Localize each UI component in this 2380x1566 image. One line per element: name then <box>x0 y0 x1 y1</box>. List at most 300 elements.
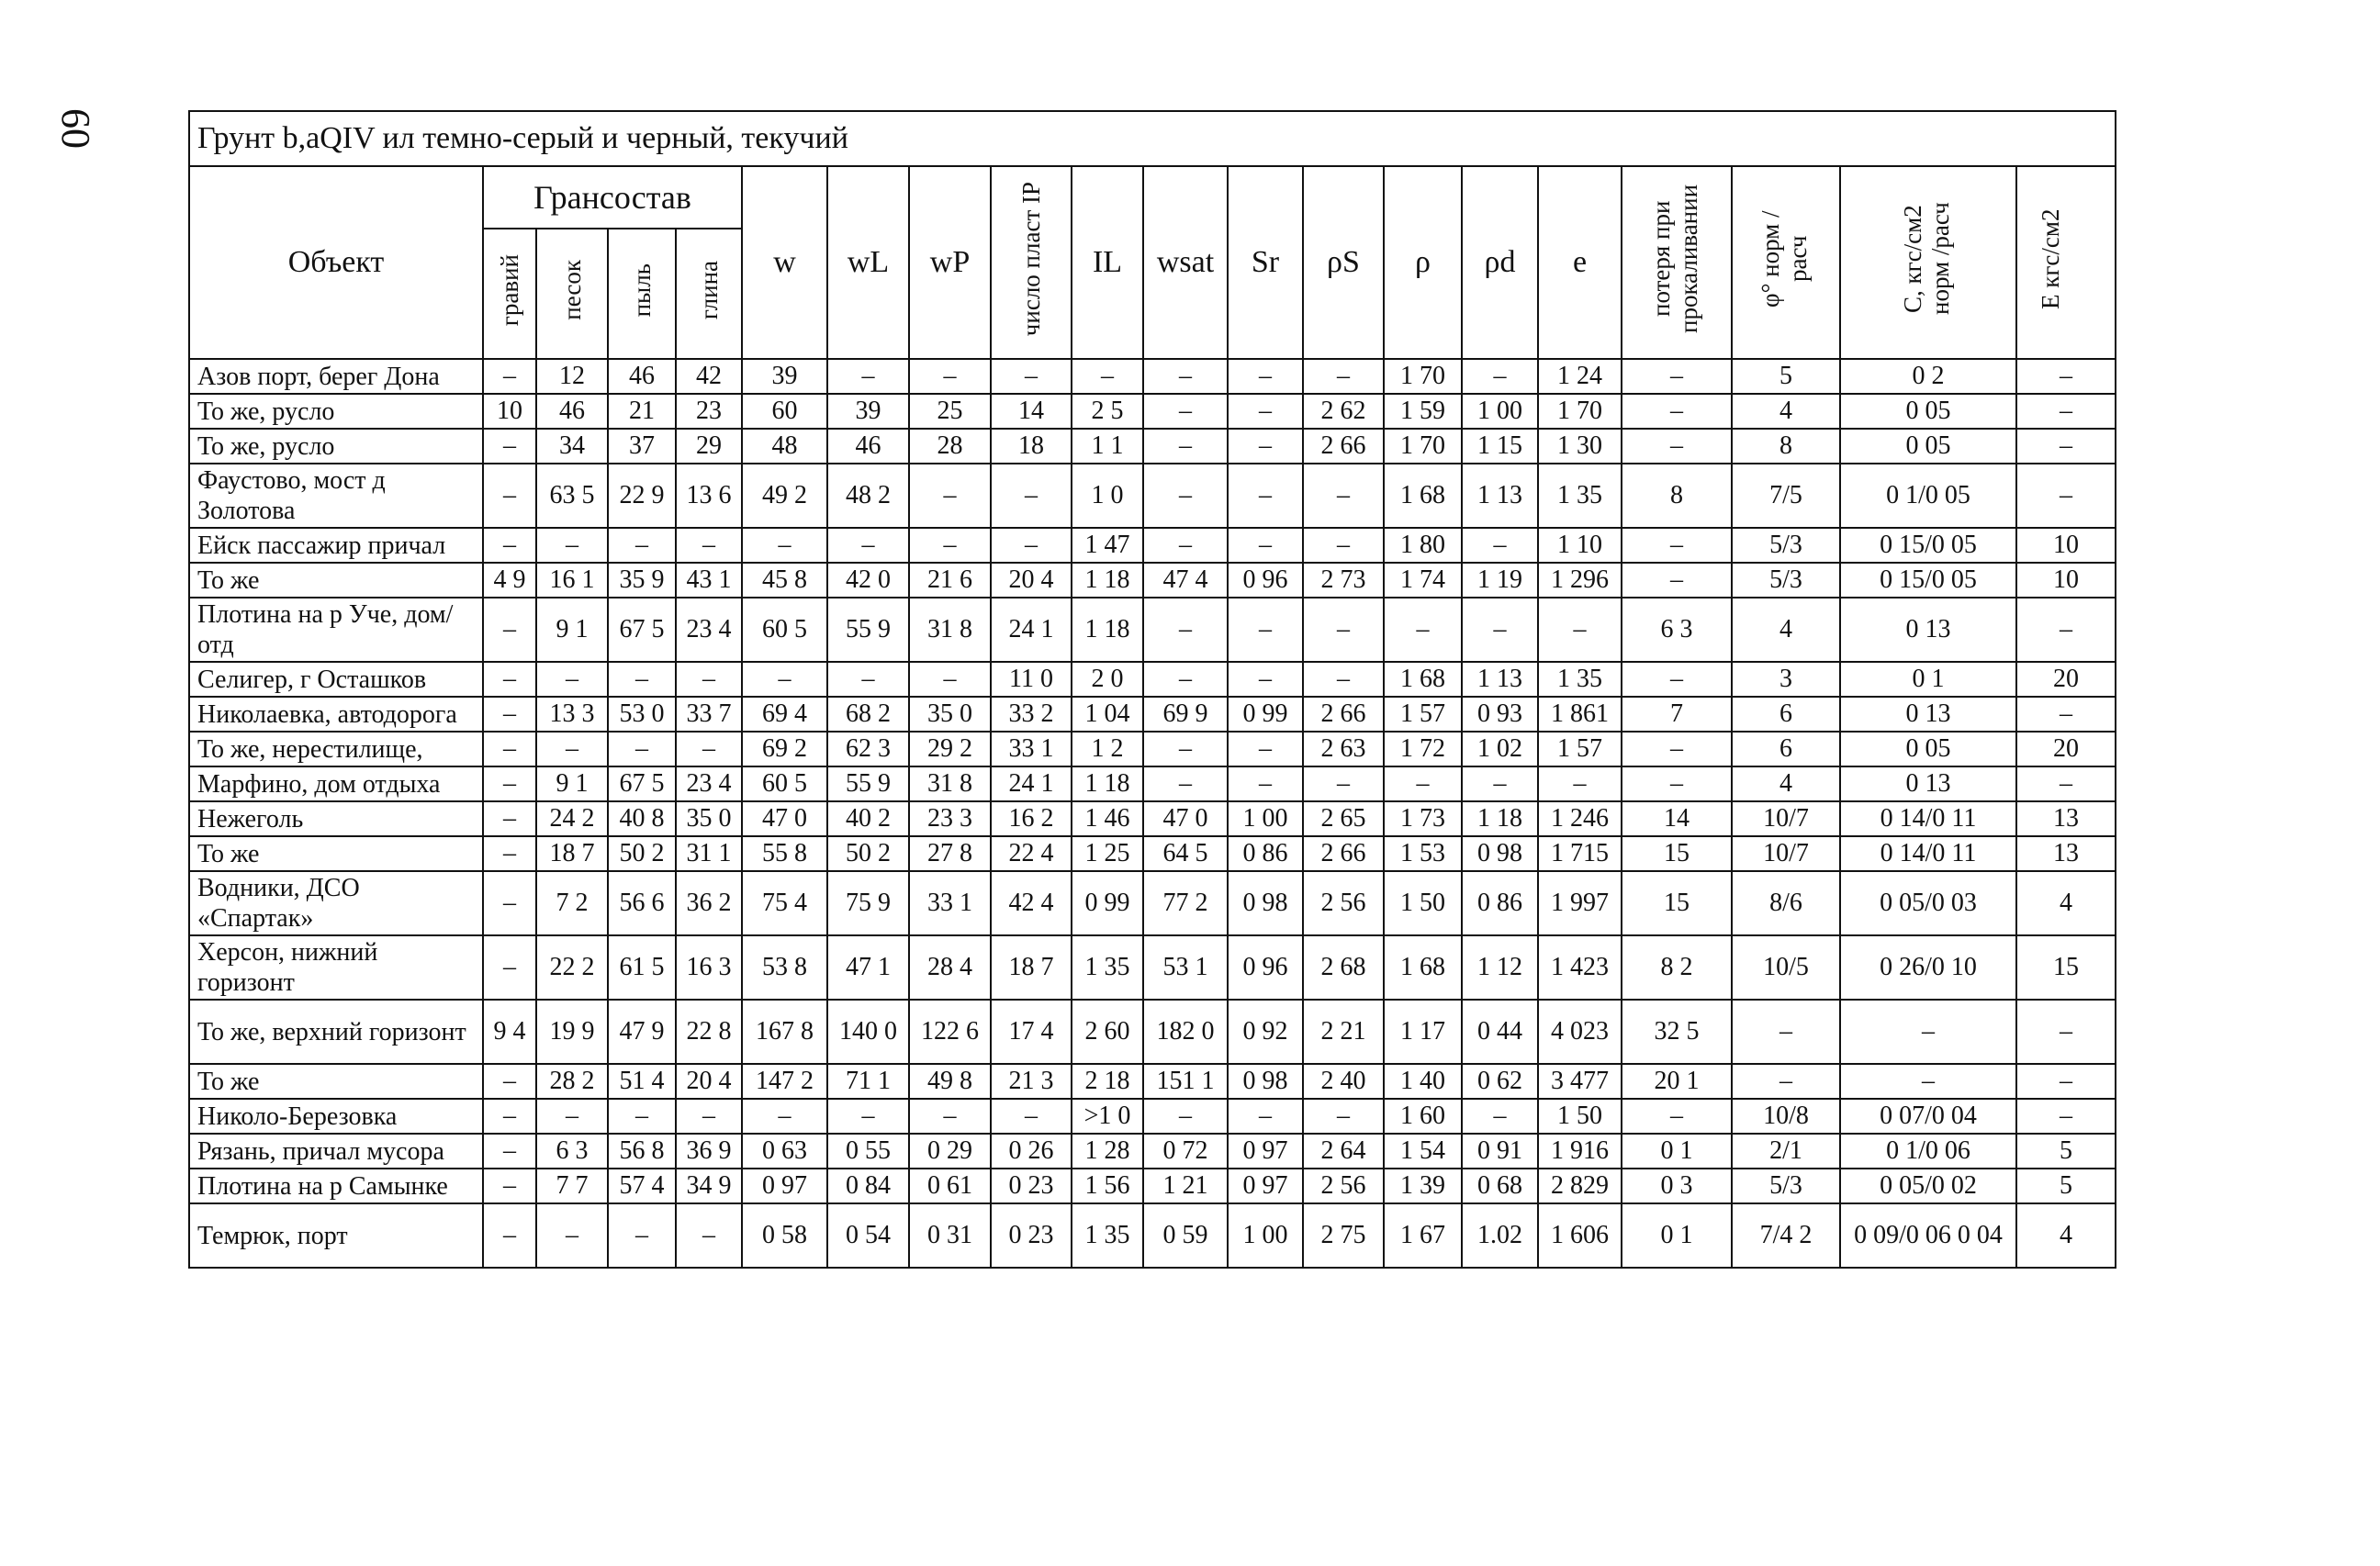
cell-sr: 0 99 <box>1228 697 1303 732</box>
cell-phi: 3 <box>1732 662 1840 697</box>
cell-rhod: 1 18 <box>1462 801 1538 836</box>
cell-wl: 48 2 <box>827 464 909 528</box>
cell-sr: 0 96 <box>1228 563 1303 598</box>
cell-wp: 27 8 <box>909 836 991 871</box>
table-row <box>189 732 2116 766</box>
cell-phi: 10/7 <box>1732 801 1840 836</box>
cell-silt: – <box>608 732 676 766</box>
cell-e: 1 10 <box>1538 528 1622 563</box>
cell-emod: 20 <box>2016 662 2116 697</box>
cell-w: – <box>742 662 827 697</box>
table-row <box>189 1000 2116 1064</box>
cell-clay: 23 4 <box>676 766 742 801</box>
cell-w: 60 <box>742 394 827 429</box>
cell-il: 1 2 <box>1072 732 1143 766</box>
cell-rhos: – <box>1303 528 1384 563</box>
cell-ip: 24 1 <box>991 766 1072 801</box>
cell-object: Марфино, дом отдыха <box>189 766 483 801</box>
table-row <box>189 528 2116 563</box>
cell-sr: 0 96 <box>1228 935 1303 1000</box>
cell-gravel: 9 4 <box>483 1000 536 1064</box>
cell-clay: 16 3 <box>676 935 742 1000</box>
cell-loss: 15 <box>1622 836 1732 871</box>
cell-wp: – <box>909 528 991 563</box>
cell-e: 1 35 <box>1538 464 1622 528</box>
table-body <box>189 359 2116 1268</box>
cell-rho: 1 17 <box>1384 1000 1462 1064</box>
cell-phi: 7/4 2 <box>1732 1203 1840 1268</box>
header-w: w <box>742 166 827 359</box>
cell-loss: – <box>1622 429 1732 464</box>
cell-rhod: 1 13 <box>1462 464 1538 528</box>
cell-ip: 16 2 <box>991 801 1072 836</box>
cell-silt: 61 5 <box>608 935 676 1000</box>
table-row <box>189 563 2116 598</box>
cell-object: Рязань, причал мусора <box>189 1134 483 1169</box>
cell-rhos: 2 68 <box>1303 935 1384 1000</box>
cell-rhod: – <box>1462 359 1538 394</box>
cell-sr: – <box>1228 598 1303 662</box>
cell-il: 1 04 <box>1072 697 1143 732</box>
cell-silt: 57 4 <box>608 1169 676 1203</box>
cell-wl: 39 <box>827 394 909 429</box>
cell-wl: 68 2 <box>827 697 909 732</box>
cell-rho: 1 60 <box>1384 1099 1462 1134</box>
cell-rho: – <box>1384 598 1462 662</box>
cell-ip: 0 23 <box>991 1203 1072 1268</box>
cell-loss: 14 <box>1622 801 1732 836</box>
cell-wp: – <box>909 1099 991 1134</box>
cell-wp: – <box>909 662 991 697</box>
header-il: IL <box>1072 166 1143 359</box>
cell-rhos: 2 64 <box>1303 1134 1384 1169</box>
cell-ip: 17 4 <box>991 1000 1072 1064</box>
cell-clay: 34 9 <box>676 1169 742 1203</box>
cell-loss: – <box>1622 528 1732 563</box>
cell-c: 0 1 <box>1840 662 2016 697</box>
cell-rho: 1 80 <box>1384 528 1462 563</box>
header-phi: φ° норм /расч <box>1732 166 1840 359</box>
cell-rhod: – <box>1462 1099 1538 1134</box>
cell-loss: – <box>1622 563 1732 598</box>
cell-w: – <box>742 1099 827 1134</box>
cell-rhod: 1.02 <box>1462 1203 1538 1268</box>
cell-il: 1 35 <box>1072 1203 1143 1268</box>
cell-loss: 8 2 <box>1622 935 1732 1000</box>
table-row <box>189 1203 2116 1268</box>
cell-rhod: 0 44 <box>1462 1000 1538 1064</box>
cell-il: 2 5 <box>1072 394 1143 429</box>
cell-wp: 23 3 <box>909 801 991 836</box>
cell-rhod: 0 68 <box>1462 1169 1538 1203</box>
cell-object: То же, верхний горизонт <box>189 1000 483 1064</box>
cell-loss: – <box>1622 359 1732 394</box>
cell-rhod: 1 19 <box>1462 563 1538 598</box>
cell-sr: 0 98 <box>1228 871 1303 935</box>
cell-c: 0 05 <box>1840 429 2016 464</box>
cell-wp: 31 8 <box>909 766 991 801</box>
cell-clay: – <box>676 732 742 766</box>
cell-object: Фаустово, мост д Золотова <box>189 464 483 528</box>
cell-rhod: – <box>1462 766 1538 801</box>
cell-wp: – <box>909 359 991 394</box>
cell-rhos: 2 56 <box>1303 1169 1384 1203</box>
cell-phi: 6 <box>1732 697 1840 732</box>
cell-sand: 13 3 <box>536 697 608 732</box>
cell-emod: – <box>2016 1000 2116 1064</box>
cell-wsat: 77 2 <box>1143 871 1228 935</box>
cell-w: 0 97 <box>742 1169 827 1203</box>
cell-object: То же <box>189 563 483 598</box>
cell-silt: 67 5 <box>608 598 676 662</box>
cell-loss: 7 <box>1622 697 1732 732</box>
cell-w: 39 <box>742 359 827 394</box>
cell-wp: 28 4 <box>909 935 991 1000</box>
cell-silt: – <box>608 1099 676 1134</box>
cell-il: 1 18 <box>1072 766 1143 801</box>
cell-e: 4 023 <box>1538 1000 1622 1064</box>
cell-silt: 22 9 <box>608 464 676 528</box>
cell-clay: 31 1 <box>676 836 742 871</box>
cell-object: Азов порт, берег Дона <box>189 359 483 394</box>
cell-rhod: 0 86 <box>1462 871 1538 935</box>
table-row <box>189 801 2116 836</box>
cell-gravel: – <box>483 1099 536 1134</box>
cell-object: Селигер, г Осташков <box>189 662 483 697</box>
cell-sand: 18 7 <box>536 836 608 871</box>
cell-wsat: – <box>1143 464 1228 528</box>
cell-wp: 28 <box>909 429 991 464</box>
cell-ip: 20 4 <box>991 563 1072 598</box>
cell-rhos: 2 75 <box>1303 1203 1384 1268</box>
cell-rho: 1 73 <box>1384 801 1462 836</box>
cell-sand: 28 2 <box>536 1064 608 1099</box>
cell-sand: 7 7 <box>536 1169 608 1203</box>
cell-e: – <box>1538 598 1622 662</box>
cell-wsat: 53 1 <box>1143 935 1228 1000</box>
cell-phi: 6 <box>1732 732 1840 766</box>
cell-wsat: – <box>1143 766 1228 801</box>
cell-sand: 12 <box>536 359 608 394</box>
cell-object: Николо-Березовка <box>189 1099 483 1134</box>
cell-rhos: 2 66 <box>1303 697 1384 732</box>
cell-wsat: 182 0 <box>1143 1000 1228 1064</box>
cell-phi: 10/5 <box>1732 935 1840 1000</box>
cell-w: 0 63 <box>742 1134 827 1169</box>
cell-clay: 36 9 <box>676 1134 742 1169</box>
cell-il: 1 1 <box>1072 429 1143 464</box>
cell-loss: 0 1 <box>1622 1203 1732 1268</box>
table-row <box>189 697 2116 732</box>
header-e: e <box>1538 166 1622 359</box>
cell-il: 1 56 <box>1072 1169 1143 1203</box>
cell-emod: 13 <box>2016 801 2116 836</box>
cell-ip: 33 1 <box>991 732 1072 766</box>
cell-e: 1 50 <box>1538 1099 1622 1134</box>
cell-silt: 46 <box>608 359 676 394</box>
cell-e: 1 715 <box>1538 836 1622 871</box>
cell-rho: 1 68 <box>1384 935 1462 1000</box>
cell-wl: 42 0 <box>827 563 909 598</box>
cell-rhod: 1 13 <box>1462 662 1538 697</box>
cell-sand: 63 5 <box>536 464 608 528</box>
cell-phi: 4 <box>1732 394 1840 429</box>
cell-sand: 9 1 <box>536 766 608 801</box>
cell-sr: 0 86 <box>1228 836 1303 871</box>
cell-sand: – <box>536 662 608 697</box>
cell-rhod: 1 12 <box>1462 935 1538 1000</box>
cell-rhos: 2 66 <box>1303 836 1384 871</box>
cell-wp: 0 29 <box>909 1134 991 1169</box>
cell-rhos: – <box>1303 1099 1384 1134</box>
cell-clay: – <box>676 1099 742 1134</box>
cell-w: 0 58 <box>742 1203 827 1268</box>
cell-silt: 47 9 <box>608 1000 676 1064</box>
cell-rhod: 1 02 <box>1462 732 1538 766</box>
cell-c: 0 13 <box>1840 598 2016 662</box>
cell-wl: 0 54 <box>827 1203 909 1268</box>
cell-rhos: 2 63 <box>1303 732 1384 766</box>
header-wl: wL <box>827 166 909 359</box>
cell-e: 2 829 <box>1538 1169 1622 1203</box>
cell-silt: 40 8 <box>608 801 676 836</box>
cell-wp: 122 6 <box>909 1000 991 1064</box>
cell-object: Ейск пассажир причал <box>189 528 483 563</box>
cell-silt: 35 9 <box>608 563 676 598</box>
cell-object: Николаевка, автодорога <box>189 697 483 732</box>
table-row <box>189 1099 2116 1134</box>
cell-phi: 8 <box>1732 429 1840 464</box>
cell-object: То же, нерестилище, <box>189 732 483 766</box>
table-row <box>189 394 2116 429</box>
cell-wl: – <box>827 528 909 563</box>
cell-gravel: – <box>483 359 536 394</box>
cell-silt: – <box>608 662 676 697</box>
header-ip: число пласт IP <box>991 166 1072 359</box>
cell-wsat: 0 72 <box>1143 1134 1228 1169</box>
cell-wp: 33 1 <box>909 871 991 935</box>
cell-rho: 1 53 <box>1384 836 1462 871</box>
cell-w: 60 5 <box>742 598 827 662</box>
cell-sr: 1 00 <box>1228 1203 1303 1268</box>
cell-sand: 19 9 <box>536 1000 608 1064</box>
cell-c: 0 05 <box>1840 394 2016 429</box>
cell-rho: – <box>1384 766 1462 801</box>
cell-c: 0 14/0 11 <box>1840 801 2016 836</box>
cell-w: 49 2 <box>742 464 827 528</box>
cell-object: Водники, ДСО «Спартак» <box>189 871 483 935</box>
cell-object: Плотина на р Уче, дом/отд <box>189 598 483 662</box>
cell-sr: – <box>1228 429 1303 464</box>
cell-wp: 35 0 <box>909 697 991 732</box>
cell-sand: 22 2 <box>536 935 608 1000</box>
cell-rhos: 2 40 <box>1303 1064 1384 1099</box>
header-wp: wP <box>909 166 991 359</box>
cell-sr: 0 97 <box>1228 1169 1303 1203</box>
cell-c: 0 1/0 05 <box>1840 464 2016 528</box>
cell-wp: 21 6 <box>909 563 991 598</box>
cell-rhos: 2 73 <box>1303 563 1384 598</box>
cell-il: 1 18 <box>1072 598 1143 662</box>
cell-w: 69 4 <box>742 697 827 732</box>
cell-e: 1 35 <box>1538 662 1622 697</box>
table-row <box>189 1064 2116 1099</box>
header-clay: глина <box>676 229 742 359</box>
cell-emod: 5 <box>2016 1134 2116 1169</box>
table-title: Грунт b,aQIV ил темно-серый и черный, текучий <box>189 111 2116 166</box>
cell-c: 0 1/0 06 <box>1840 1134 2016 1169</box>
cell-wsat: 47 4 <box>1143 563 1228 598</box>
header-object: Объект <box>189 166 483 359</box>
cell-e: 1 606 <box>1538 1203 1622 1268</box>
cell-sr: – <box>1228 662 1303 697</box>
cell-sand: 9 1 <box>536 598 608 662</box>
cell-wl: 0 84 <box>827 1169 909 1203</box>
cell-il: 2 18 <box>1072 1064 1143 1099</box>
cell-emod: 4 <box>2016 1203 2116 1268</box>
cell-e: 1 30 <box>1538 429 1622 464</box>
cell-rhod: 0 93 <box>1462 697 1538 732</box>
cell-sr: – <box>1228 394 1303 429</box>
cell-ip: 33 2 <box>991 697 1072 732</box>
cell-wl: 40 2 <box>827 801 909 836</box>
cell-wsat: – <box>1143 662 1228 697</box>
cell-e: 3 477 <box>1538 1064 1622 1099</box>
cell-gravel: – <box>483 697 536 732</box>
cell-emod: 13 <box>2016 836 2116 871</box>
cell-w: 75 4 <box>742 871 827 935</box>
cell-rhod: 0 91 <box>1462 1134 1538 1169</box>
cell-c: 0 13 <box>1840 766 2016 801</box>
cell-ip: – <box>991 464 1072 528</box>
cell-emod: 20 <box>2016 732 2116 766</box>
cell-wsat: – <box>1143 598 1228 662</box>
table-row <box>189 464 2116 528</box>
cell-rhos: – <box>1303 359 1384 394</box>
table-row <box>189 1169 2116 1203</box>
cell-silt: 21 <box>608 394 676 429</box>
cell-gravel: – <box>483 662 536 697</box>
cell-sr: 0 98 <box>1228 1064 1303 1099</box>
cell-clay: 22 8 <box>676 1000 742 1064</box>
cell-c: 0 2 <box>1840 359 2016 394</box>
cell-gravel: – <box>483 871 536 935</box>
cell-sr: 0 97 <box>1228 1134 1303 1169</box>
cell-wl: – <box>827 662 909 697</box>
cell-wp: 0 31 <box>909 1203 991 1268</box>
cell-wl: 50 2 <box>827 836 909 871</box>
cell-c: 0 05 <box>1840 732 2016 766</box>
cell-object: Темрюк, порт <box>189 1203 483 1268</box>
cell-wp: 49 8 <box>909 1064 991 1099</box>
cell-wp: 31 8 <box>909 598 991 662</box>
cell-wsat: 47 0 <box>1143 801 1228 836</box>
cell-rho: 1 70 <box>1384 429 1462 464</box>
cell-wl: 75 9 <box>827 871 909 935</box>
cell-e: 1 997 <box>1538 871 1622 935</box>
cell-wsat: – <box>1143 359 1228 394</box>
cell-rhod: 1 15 <box>1462 429 1538 464</box>
cell-silt: 67 5 <box>608 766 676 801</box>
cell-rho: 1 68 <box>1384 464 1462 528</box>
cell-wsat: – <box>1143 732 1228 766</box>
cell-clay: 23 <box>676 394 742 429</box>
cell-wsat: – <box>1143 429 1228 464</box>
cell-object: Нежеголь <box>189 801 483 836</box>
cell-emod: 15 <box>2016 935 2116 1000</box>
cell-gravel: – <box>483 935 536 1000</box>
cell-object: Плотина на р Самынке <box>189 1169 483 1203</box>
cell-w: 47 0 <box>742 801 827 836</box>
cell-sand: 6 3 <box>536 1134 608 1169</box>
header-grain-composition: Грансостав <box>483 166 742 229</box>
cell-wsat: 64 5 <box>1143 836 1228 871</box>
cell-c: 0 14/0 11 <box>1840 836 2016 871</box>
cell-wsat: 69 9 <box>1143 697 1228 732</box>
cell-emod: – <box>2016 359 2116 394</box>
header-wsat: wsat <box>1143 166 1228 359</box>
cell-object: То же, русло <box>189 394 483 429</box>
cell-il: 1 18 <box>1072 563 1143 598</box>
cell-clay: 36 2 <box>676 871 742 935</box>
cell-c: – <box>1840 1000 2016 1064</box>
cell-wl: 46 <box>827 429 909 464</box>
cell-w: 48 <box>742 429 827 464</box>
cell-sr: – <box>1228 1099 1303 1134</box>
cell-e: 1 57 <box>1538 732 1622 766</box>
cell-object: То же, русло <box>189 429 483 464</box>
header-rho: ρ <box>1384 166 1462 359</box>
cell-wl: 62 3 <box>827 732 909 766</box>
cell-w: 60 5 <box>742 766 827 801</box>
cell-ip: 0 26 <box>991 1134 1072 1169</box>
cell-loss: 20 1 <box>1622 1064 1732 1099</box>
cell-rho: 1 68 <box>1384 662 1462 697</box>
cell-loss: – <box>1622 662 1732 697</box>
cell-silt: 50 2 <box>608 836 676 871</box>
cell-rhos: 2 66 <box>1303 429 1384 464</box>
cell-rho: 1 39 <box>1384 1169 1462 1203</box>
cell-loss: 8 <box>1622 464 1732 528</box>
cell-clay: 13 6 <box>676 464 742 528</box>
cell-sand: 46 <box>536 394 608 429</box>
soil-properties-table <box>188 110 2116 1269</box>
cell-loss: 6 3 <box>1622 598 1732 662</box>
cell-wsat: 151 1 <box>1143 1064 1228 1099</box>
table-row <box>189 1134 2116 1169</box>
cell-rho: 1 40 <box>1384 1064 1462 1099</box>
header-sand: песок <box>536 229 608 359</box>
cell-clay: 35 0 <box>676 801 742 836</box>
cell-wsat: – <box>1143 394 1228 429</box>
cell-rho: 1 67 <box>1384 1203 1462 1268</box>
table-row <box>189 359 2116 394</box>
cell-e: 1 246 <box>1538 801 1622 836</box>
cell-phi: 8/6 <box>1732 871 1840 935</box>
cell-phi: 4 <box>1732 766 1840 801</box>
cell-silt: 51 4 <box>608 1064 676 1099</box>
cell-sand: – <box>536 1203 608 1268</box>
cell-sand: 16 1 <box>536 563 608 598</box>
cell-loss: 32 5 <box>1622 1000 1732 1064</box>
cell-e: 1 24 <box>1538 359 1622 394</box>
cell-clay: 33 7 <box>676 697 742 732</box>
cell-c: 0 15/0 05 <box>1840 563 2016 598</box>
cell-rhod: – <box>1462 598 1538 662</box>
cell-object: То же <box>189 836 483 871</box>
cell-phi: 5/3 <box>1732 563 1840 598</box>
cell-wsat: – <box>1143 528 1228 563</box>
